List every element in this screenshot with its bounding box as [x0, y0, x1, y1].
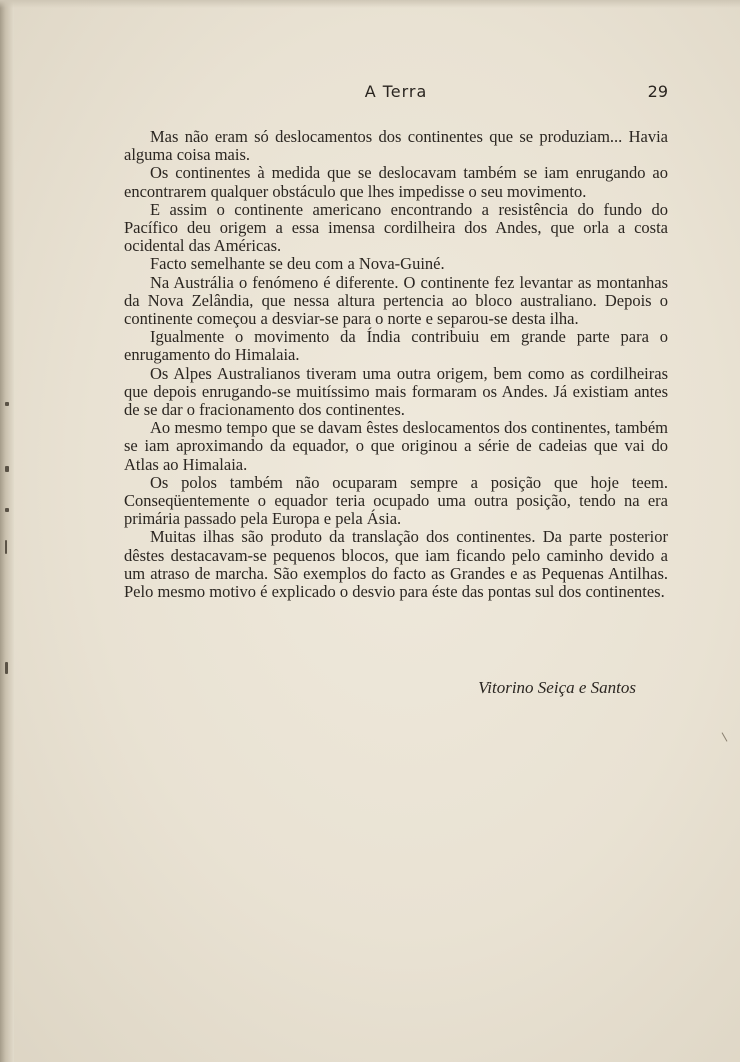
margin-mark [5, 662, 8, 674]
margin-mark [5, 540, 7, 554]
paragraph: Mas não eram só deslocamentos dos continentes que se produziam... Havia alguma coisa mais. [124, 127, 668, 165]
paragraph: Facto semelhante se deu com a Nova-Guiné. [150, 254, 445, 274]
margin-mark [5, 402, 9, 406]
page-header [120, 82, 672, 108]
margin-mark [5, 466, 9, 472]
paragraph: Na Austrália o fenómeno é diferente. O continente fez levantar as montanhas da Nova Zelândia, que nessa altura pertencia ao bloco australiano. Depois o continente começou a desviar-se para o norte e separou-se desta ilha. [124, 272, 668, 329]
margin-mark [5, 508, 9, 512]
paragraph: Igualmente o movimento da Índia contribuiu em grande parte para o enrugamento do Himalaia. [124, 327, 668, 365]
paper-speck [722, 732, 728, 741]
paragraph: Os polos também não ocuparam sempre a posição que hoje teem. Conseqüentemente o equador teria ocupado uma outra posição, tendo na era primária passado pela Europa e pela Ásia. [124, 472, 668, 529]
paragraph: Os Alpes Australianos tiveram uma outra origem, bem como as cordilheiras que depois enrugando-se muitíssimo mais formaram os Andes. Já existiam antes de se dar o fracionamento dos continentes. [124, 363, 668, 420]
book-gutter [0, 0, 14, 1062]
body-text [124, 128, 668, 601]
author-signature: Vitorino Seiça e Santos [478, 678, 636, 697]
paragraph: E assim o continente americano encontrando a resistência do fundo do Pacífico deu origem a essa imensa cordilheira dos Andes, que orla a costa ocidental das Américas. [124, 199, 668, 256]
running-title: A Terra [364, 82, 428, 101]
paragraph: Os continentes à medida que se deslocavam também se iam enrugando ao encontrarem qualquer obstáculo que lhes impedisse o seu movimento. [124, 163, 668, 201]
page-number: 29 [647, 82, 668, 101]
page-top-edge [0, 0, 740, 8]
paragraph: Muitas ilhas são produto da translação dos continentes. Da parte posterior dêstes destacavam-se pequenos blocos, que iam ficando pelo caminho devido a um atraso de marcha. São exemplos do facto as Grandes e as Pequenas Antilhas. Pelo mesmo motivo é explicado o desvio para éste das pontas sul dos continentes. [124, 527, 668, 602]
paragraph: Ao mesmo tempo que se davam êstes deslocamentos dos continentes, também se iam aproximando da equador, o que originou a série de cadeias que vai do Atlas ao Himalaia. [124, 418, 668, 474]
